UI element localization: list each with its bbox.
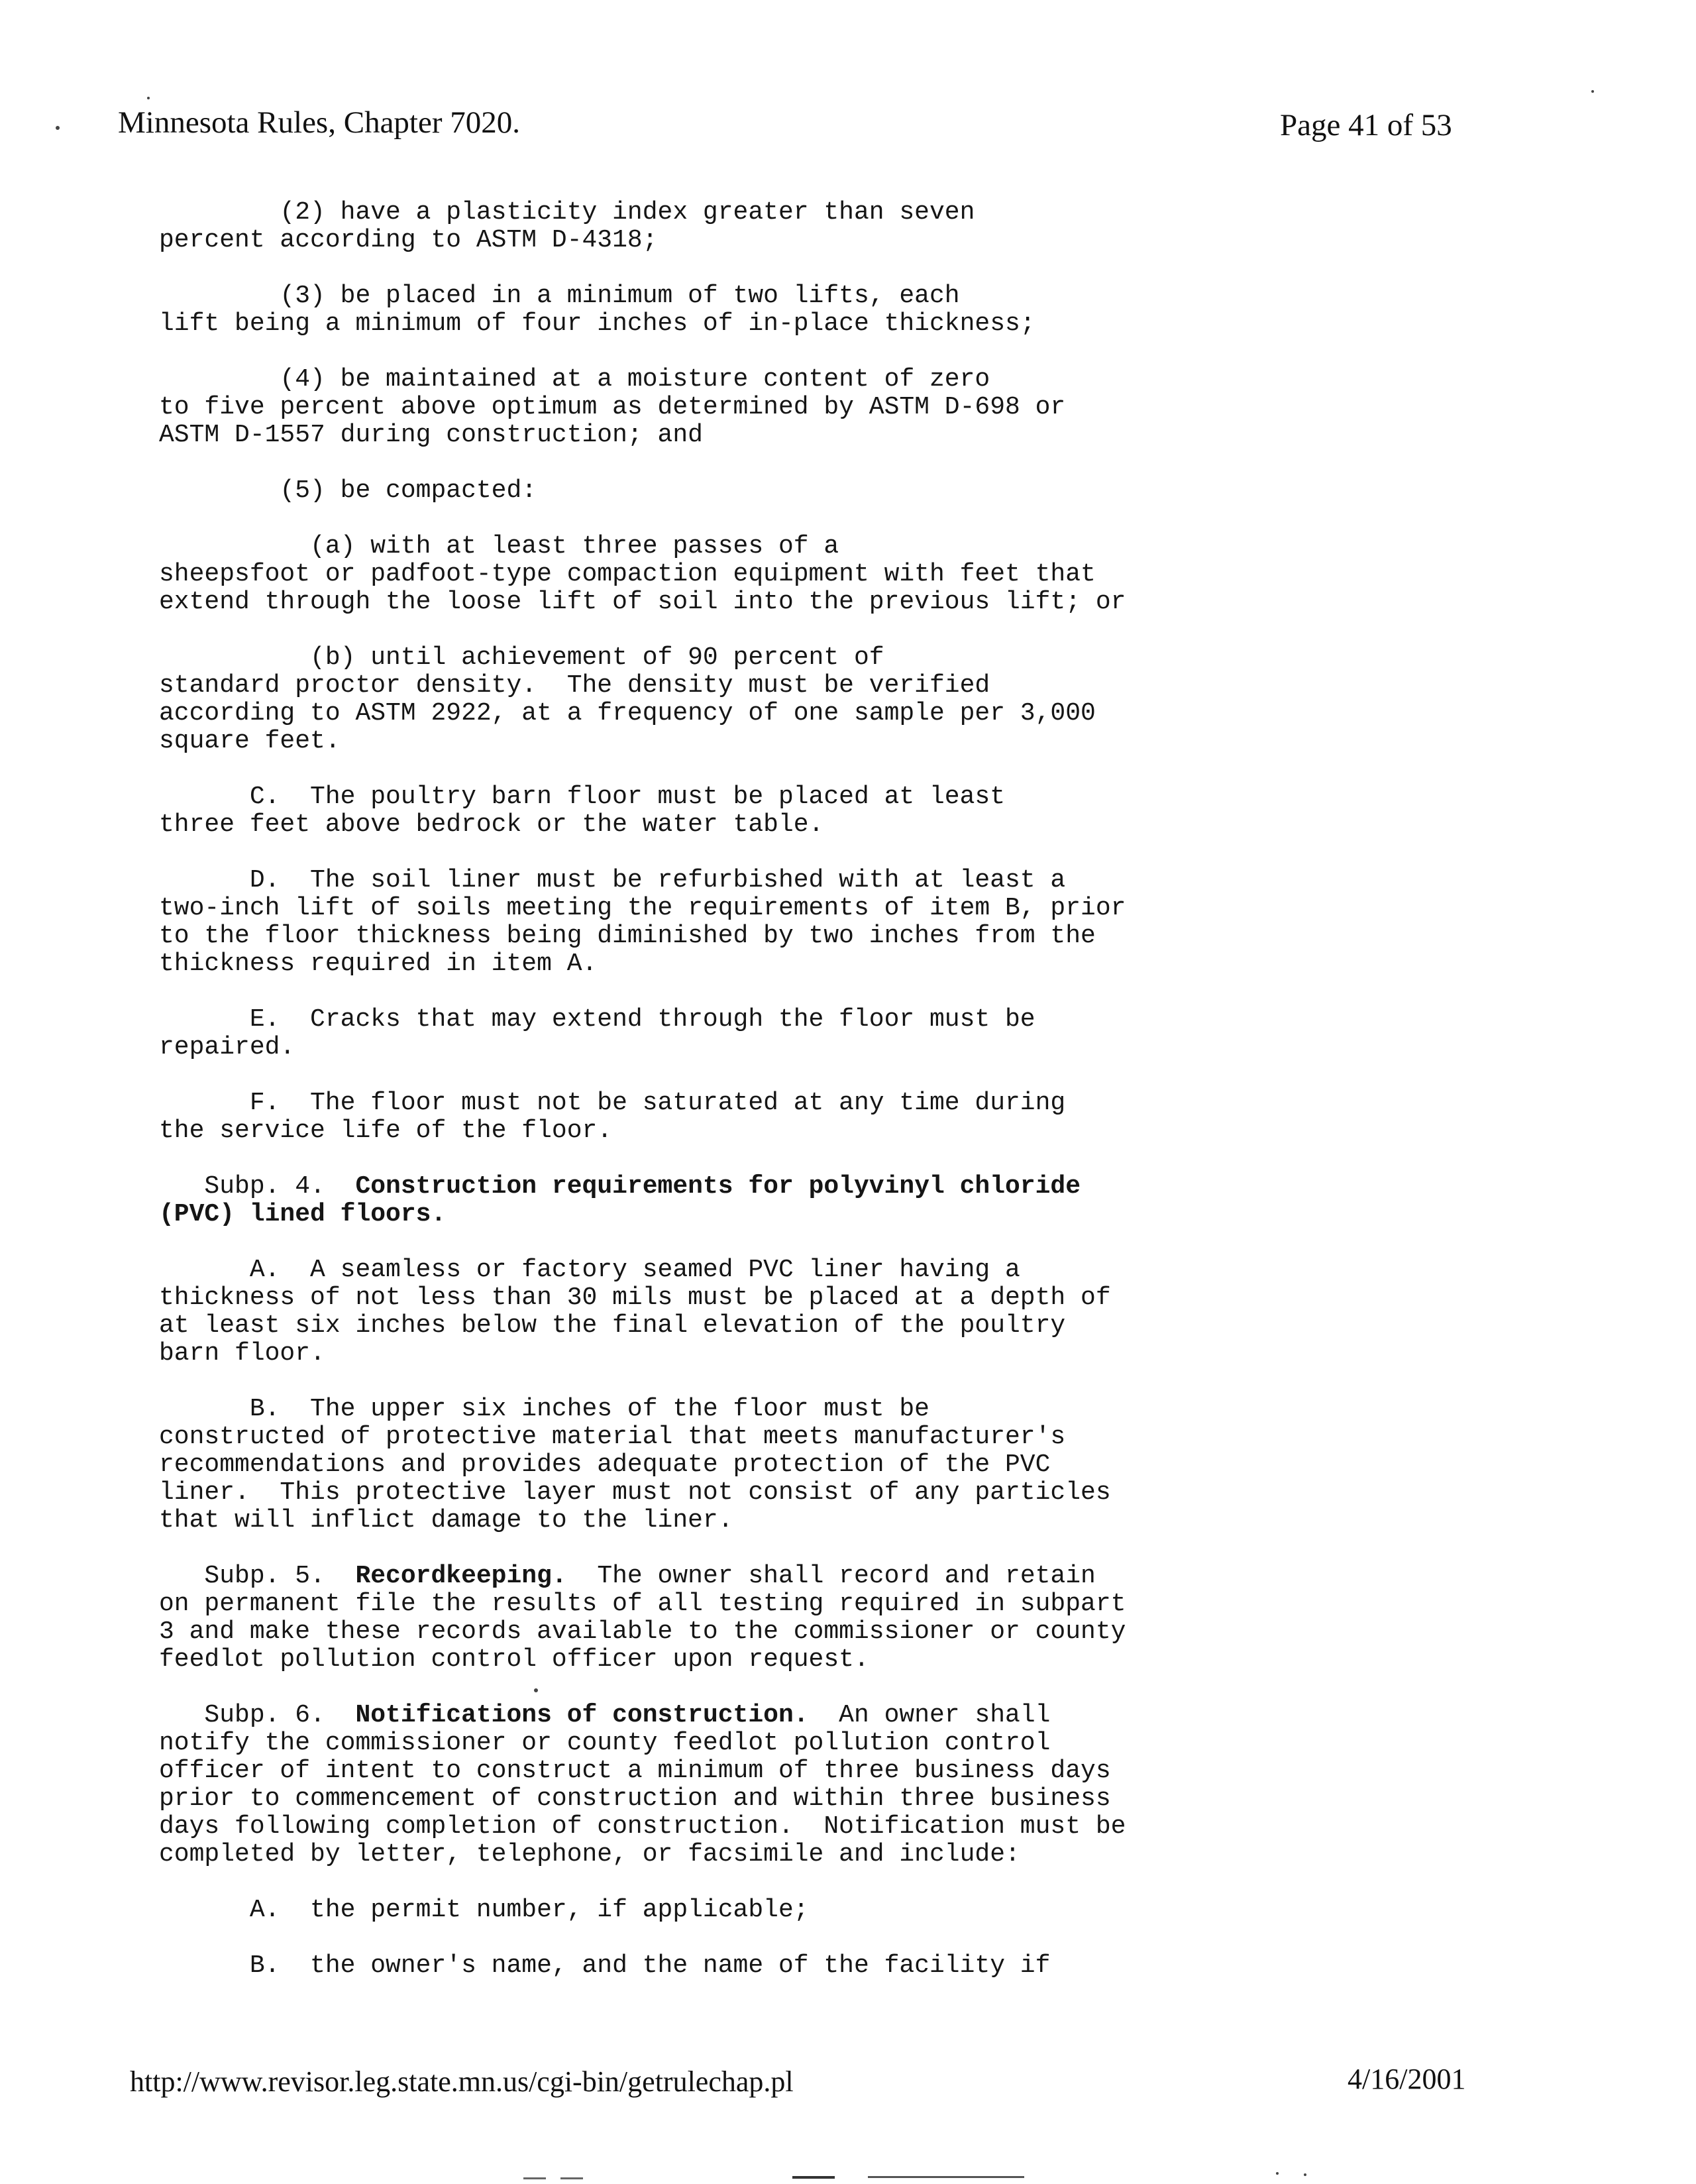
- text-line: barn floor.: [159, 1339, 325, 1368]
- text-line: standard proctor density. The density must be verified: [159, 671, 990, 700]
- text-line: sheepsfoot or padfoot-type compaction equipment with feet that: [159, 560, 1096, 588]
- text-line: E. Cracks that may extend through the floor must be: [159, 1005, 1035, 1034]
- paragraph: [159, 199, 1550, 254]
- text-line: two-inch lift of soils meeting the requirements of item B, prior: [159, 894, 1126, 922]
- text-line: D. The soil liner must be refurbished with at least a: [159, 866, 1066, 895]
- text-line: the service life of the floor.: [159, 1117, 613, 1145]
- text-line: to the floor thickness being diminished by two inches from the: [159, 922, 1096, 950]
- paragraph: [159, 366, 1550, 449]
- text-line: officer of intent to construct a minimum of three business days: [159, 1757, 1111, 1785]
- text-line: lift being a minimum of four inches of in-place thickness;: [159, 309, 1035, 338]
- text-line: [159, 1173, 1550, 1201]
- text-line: A. A seamless or factory seamed PVC liner having a: [159, 1256, 1020, 1284]
- scan-speck: [56, 126, 60, 130]
- paragraph: [159, 644, 1550, 755]
- subpart-heading: Recordkeeping.: [355, 1562, 567, 1590]
- scan-speck: [1276, 2172, 1279, 2175]
- paragraph: [159, 1702, 1550, 1869]
- text-line: (b) until achievement of 90 percent of: [159, 643, 884, 672]
- scan-speck: [1304, 2173, 1306, 2176]
- text-line: [159, 1562, 1550, 1590]
- text-line: days following completion of construction. Notification must be: [159, 1812, 1126, 1841]
- subpart-text: An owner shall: [808, 1701, 1051, 1729]
- paragraph: [159, 867, 1550, 978]
- text-line: on permanent file the results of all testing required in subpart: [159, 1590, 1126, 1618]
- text-line: notify the commissioner or county feedlot pollution control: [159, 1729, 1051, 1757]
- text-line: feedlot pollution control officer upon request.: [159, 1645, 869, 1674]
- paragraph: [159, 1173, 1550, 1228]
- text-line: [159, 1702, 1550, 1729]
- text-line: C. The poultry barn floor must be placed at least: [159, 783, 1006, 811]
- footer-url[interactable]: http://www.revisor.leg.state.mn.us/cgi-bin/getrulechap.pl: [130, 2065, 794, 2098]
- text-line: extend through the loose lift of soil into the previous lift; or: [159, 588, 1126, 616]
- text-line: that will inflict damage to the liner.: [159, 1506, 733, 1535]
- scan-speck: [147, 97, 150, 99]
- scan-artifact-bar: [523, 2177, 546, 2179]
- paragraph: [159, 477, 1550, 505]
- subpart-label: Subp. 5.: [159, 1562, 356, 1590]
- text-line: B. the owner's name, and the name of the facility if: [159, 1951, 1051, 1980]
- text-line: (5) be compacted:: [159, 476, 537, 505]
- subpart-heading: Notifications of construction.: [355, 1701, 809, 1729]
- text-line: A. the permit number, if applicable;: [159, 1896, 809, 1924]
- text-line: at least six inches below the final elevation of the poultry: [159, 1311, 1066, 1340]
- document-title: Minnesota Rules, Chapter 7020.: [118, 105, 521, 140]
- paragraph: [159, 1256, 1550, 1368]
- paragraph: [159, 783, 1550, 839]
- text-line: percent according to ASTM D-4318;: [159, 226, 658, 254]
- paragraph: [159, 1006, 1550, 1062]
- text-line: [159, 1201, 1550, 1228]
- text-line: according to ASTM 2922, at a frequency of one sample per 3,000: [159, 699, 1096, 728]
- text-line: (4) be maintained at a moisture content of zero: [159, 365, 990, 394]
- text-line: thickness required in item A.: [159, 950, 598, 978]
- text-line: (3) be placed in a minimum of two lifts, each: [159, 282, 960, 310]
- text-line: thickness of not less than 30 mils must be placed at a depth of: [159, 1283, 1111, 1312]
- scan-speck: [534, 1688, 538, 1692]
- text-line: (2) have a plasticity index greater than seven: [159, 198, 975, 227]
- document-body: [159, 199, 1550, 2008]
- text-line: (a) with at least three passes of a: [159, 532, 839, 561]
- scan-artifact-bar: [792, 2176, 835, 2179]
- subpart-heading: Construction requirements for polyvinyl chloride: [355, 1172, 1081, 1201]
- text-line: ASTM D-1557 during construction; and: [159, 421, 703, 449]
- subpart-heading: (PVC) lined floors.: [159, 1200, 447, 1228]
- scan-artifact-bar: [868, 2176, 1024, 2178]
- text-line: completed by letter, telephone, or facsimile and include:: [159, 1840, 1020, 1869]
- text-line: repaired.: [159, 1033, 295, 1062]
- text-line: 3 and make these records available to the commissioner or county: [159, 1617, 1126, 1646]
- scan-artifact-bar: [560, 2177, 583, 2179]
- scan-speck: [1591, 90, 1594, 93]
- paragraph: [159, 1395, 1550, 1535]
- paragraph: [159, 1562, 1550, 1674]
- text-line: liner. This protective layer must not consist of any particles: [159, 1478, 1111, 1507]
- text-line: recommendations and provides adequate protection of the PVC: [159, 1450, 1051, 1479]
- text-line: F. The floor must not be saturated at any time during: [159, 1089, 1066, 1117]
- paragraph: [159, 1952, 1550, 1980]
- page-number: Page 41 of 53: [1280, 108, 1452, 142]
- text-line: to five percent above optimum as determined by ASTM D-698 or: [159, 393, 1066, 421]
- subpart-label: Subp. 6.: [159, 1701, 356, 1729]
- text-line: prior to commencement of construction and within three business: [159, 1784, 1111, 1813]
- footer-date: 4/16/2001: [1348, 2063, 1466, 2095]
- text-line: three feet above bedrock or the water table.: [159, 810, 824, 839]
- subpart-label: Subp. 4.: [159, 1172, 356, 1201]
- text-line: square feet.: [159, 727, 341, 755]
- paragraph: [159, 533, 1550, 616]
- text-line: constructed of protective material that meets manufacturer's: [159, 1423, 1066, 1451]
- subpart-text: The owner shall record and retain: [566, 1562, 1096, 1590]
- paragraph: [159, 1896, 1550, 1924]
- text-line: B. The upper six inches of the floor must be: [159, 1395, 929, 1423]
- paragraph: [159, 1089, 1550, 1145]
- paragraph: [159, 282, 1550, 338]
